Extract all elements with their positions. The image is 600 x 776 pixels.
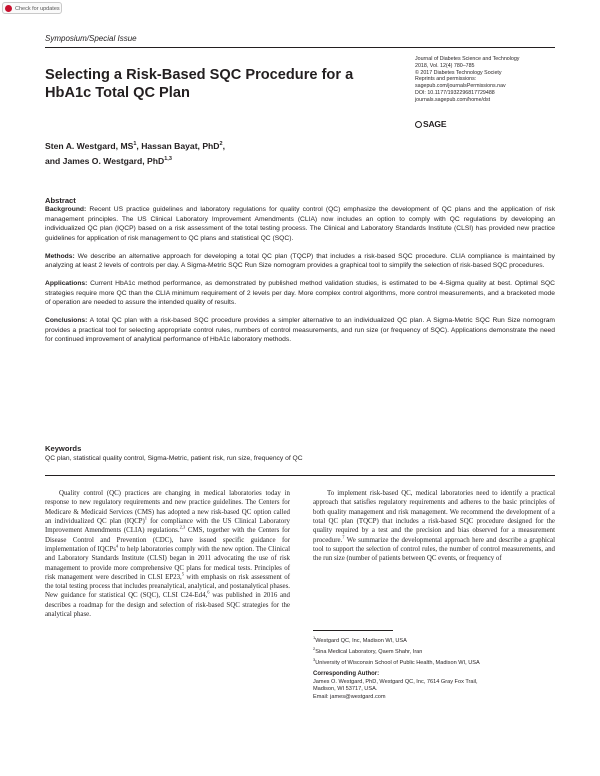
abstract-background (45, 205, 555, 243)
affiliation-2 (313, 645, 555, 656)
text-run: to help laboratories comply with the new option. The Clinical and Laboratory Standards Institute (CLSI) began in 2011 advocating the use of risk management to provide more comprehensive QC plans for medical tests. Principles of risk management were described in CLSI EP23, (45, 545, 290, 581)
author-1-affil: 1 (133, 141, 137, 147)
body-paragraph-1 (45, 489, 290, 619)
citation-ref[interactable]: 1 (144, 515, 148, 521)
publisher-logo (415, 119, 446, 129)
affiliation-text: Sina Medical Laboratory, Qaem Shahr, Iran (315, 648, 423, 655)
author-3-affil: 1,3 (164, 155, 172, 162)
check-for-updates-badge[interactable] (2, 2, 62, 14)
body-column-left (45, 489, 290, 619)
background-label: Background: (45, 206, 87, 213)
abstract-conclusions (45, 316, 555, 345)
correspondence-line-2: Madison, WI 53717, USA. (313, 686, 378, 693)
background-text: Recent US practice guidelines and laboratory regulations for quality control (QC) emphasize the development of QC plans and the application of risk management principles. The US Clinical Laboratory Improvement Amendments (CLIA) now includes an option to comply with QC regulations by developing an individualized QC plan (IQCP) based on a risk assessment of the total testing process. The Clinical and Laboratory Standards Institute (CLSI) has provided new practice guidelines for application of risk management to QC plans and statistical QC (SQC). (45, 206, 555, 242)
journal-permissions-link[interactable]: sagepub.com/journalsPermissions.nav (415, 83, 506, 90)
conclusions-text: A total QC plan with a risk-based SQC procedure provides a simpler alternative to an individualized QC plan. A Sigma-Metric SQC Run Size nomogram provides a practical tool for selecting appropriate control rules, numbers of control measurements, and run size (or frequency of SQC). Applications demonstrate the need for continued improvement of analytical performance of HbA1c laboratory methods. (45, 317, 555, 344)
text-run: CMS, together with the Centers for Disease Control and Prevention (CDC), have issued specific guidance for implementation of IQCPs (45, 527, 290, 553)
correspondence-email[interactable]: Email: james@westgard.com (313, 693, 386, 700)
abstract-applications (45, 279, 555, 308)
citation-ref[interactable]: 2,3 (179, 524, 186, 530)
citation-ref[interactable]: 4 (115, 543, 119, 549)
journal-reprints: Reprints and permissions: (415, 76, 477, 83)
conclusions-label: Conclusions: (45, 317, 88, 325)
body-divider (45, 475, 555, 476)
author-2: Hassan Bayat, PhD (141, 140, 220, 151)
methods-text: We describe an alternative approach for developing a total QC plan (TQCP) that includes a risk-based SQC procedure. CLIA compliance is maintained by analyzing at least 2 levels of controls per day. A Sigma-Metric SQC Run Size nomogram provides a graphical tool to simplify the selection of risk-based SQC procedures. (45, 252, 555, 270)
sage-logo-icon (415, 121, 422, 128)
page-title: Selecting a Risk-Based SQC Procedure for a HbA1c Total QC Plan (45, 67, 354, 101)
journal-volume: 2018, Vol. 12(4) 780–785 (415, 62, 475, 69)
header-divider (45, 47, 555, 48)
affiliation-marker: 2 (313, 646, 316, 652)
affiliation-text: University of Wisconsin School of Public Health, Madison WI, USA (315, 659, 480, 666)
affiliations (313, 634, 555, 667)
abstract-section (45, 196, 555, 353)
footnote-divider (313, 630, 393, 631)
issue-label: Symposium/Special Issue (45, 34, 137, 43)
abstract-heading: Abstract (45, 196, 76, 205)
citation-ref[interactable]: 7 (342, 534, 345, 540)
keywords-heading: Keywords (45, 444, 82, 453)
journal-home-link[interactable]: journals.sagepub.com/home/dst (415, 96, 491, 103)
affiliation-1 (313, 634, 555, 645)
text-run: for compliance with the US Clinical Laboratory Improvement Amendments (CLIA) regulations. (45, 517, 290, 535)
text-run: Quality control (QC) practices are changing in medical laboratories today in response to new regulatory requirements and new practice guidelines. The Centers for Medicare & Medicaid Services (CMS) has adopted a new risk-based QC option called an individualized QC plan (IQCP) (45, 490, 290, 525)
text-run: with emphasis on risk assessment of the total testing process that includes preanalytical, analytical, and postanalytical phases. New guidance for statistical QC (SQC), CLSI C24-Ed4, (45, 573, 290, 600)
abstract-methods (45, 252, 555, 271)
applications-label: Applications: (45, 280, 88, 288)
text-run: was published in 2016 and describes a roadmap for the design and selection of risk-based SQC strategies for the analytical phase. (45, 592, 290, 619)
keywords-text: QC plan, statistical quality control, Sigma-Metric, patient risk, run size, frequency of QC (45, 454, 303, 462)
update-icon (5, 5, 12, 12)
correspondence-line-1: James O. Westgard, PhD, Westgard QC, Inc, 7614 Gray Fox Trail, (313, 679, 478, 686)
author-list: Sten A. Westgard, $MS^1$, Hassan Bayat, PhD$^2$, and James O. Westgard, PhD$^{1,3}$ (45, 140, 225, 166)
journal-doi[interactable]: DOI: 10.1177/1932296817729488 (415, 89, 495, 96)
author-1: Sten A. Westgard, MS (45, 140, 134, 151)
text-run: We summarize the developmental approach here and describe a graphical tool to support the selection of control rules, the number of control measurements, and the run size (number of patients between QC events, or frequency of (313, 536, 555, 563)
journal-info (415, 56, 560, 104)
keywords-section (45, 444, 555, 463)
body-column-right (313, 489, 555, 564)
correspondence-heading: Corresponding Author: (313, 671, 380, 677)
methods-label: Methods: (45, 252, 75, 260)
affiliation-marker: 3 (313, 657, 316, 663)
author-3: and James O. Westgard, PhD (45, 155, 165, 166)
citation-ref[interactable]: 6 (207, 590, 210, 596)
journal-copyright: © 2017 Diabetes Technology Society (415, 69, 502, 76)
citation-ref[interactable]: 5 (181, 571, 185, 577)
body-paragraph-2 (313, 489, 555, 564)
journal-name: Journal of Diabetes Science and Technology (415, 56, 520, 62)
affiliation-marker: 1 (313, 635, 316, 640)
text-run: To implement risk-based QC, medical laboratories need to identify a practical approach that satisfies regulatory requirements and adheres to the basic principles of both quality management and risk management. We recommend the development of a total QC plan (TQCP) that includes a risk-based SQC procedure designed for the quality required by a test and the precision and bias observed for a measurement procedure. (313, 490, 555, 544)
author-2-affil: 2 (219, 141, 223, 147)
publisher-name: SAGE (423, 119, 447, 129)
applications-text: Current HbA1c method performance, as demonstrated by published method validation studies, is estimated to be 4-Sigma quality at best. Optimal SQC strategies require more QC than the CLIA minimum requirement of 2 levels per day. More complex control algorithms, more control measurements, and a bracketed mode of operation are needed to assure the intended quality of results. (45, 280, 555, 307)
correspondence (313, 671, 555, 701)
affiliation-3 (313, 656, 555, 667)
affiliation-text: Westgard QC, Inc, Madison WI, USA (315, 637, 407, 644)
badge-label: Check for updates (15, 6, 60, 12)
